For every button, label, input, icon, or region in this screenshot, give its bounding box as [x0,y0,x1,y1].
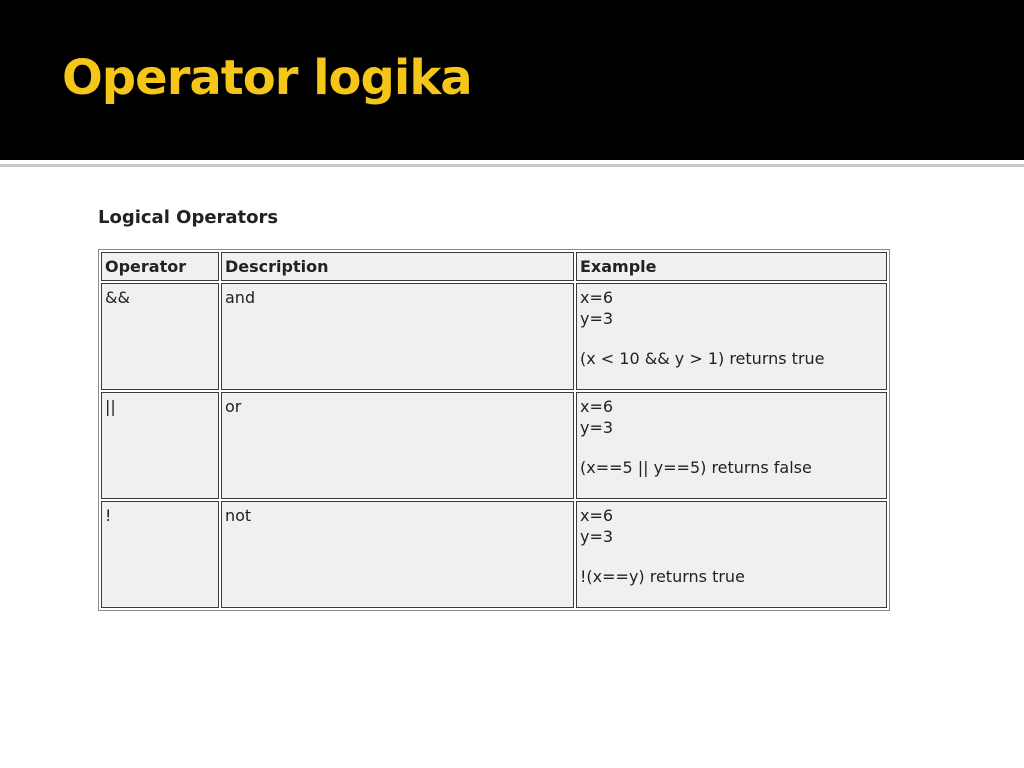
table-row [101,501,887,608]
example-line: y=3 [580,527,614,546]
operator-cell: || [101,392,219,499]
example-cell [576,501,887,608]
title-divider [0,164,1024,167]
example-result: (x < 10 && y > 1) returns true [580,349,825,368]
operator-cell: ! [101,501,219,608]
table-row [101,283,887,390]
logical-operators-table [98,249,890,611]
section-heading: Logical Operators [98,207,279,228]
example-result: (x==5 || y==5) returns false [580,458,812,477]
example-spacer [580,547,883,566]
example-line: x=6 [580,397,614,416]
example-line: y=3 [580,309,614,328]
example-result: !(x==y) returns true [580,567,745,586]
description-cell: and [221,283,574,390]
table-header-row [101,252,887,281]
description-cell: not [221,501,574,608]
slide-title: Operator logika [62,50,472,106]
example-cell [576,283,887,390]
header-description: Description [221,252,574,281]
example-spacer [580,438,883,457]
title-bar [0,0,1024,160]
header-operator: Operator [101,252,219,281]
table-row [101,392,887,499]
example-line: x=6 [580,506,614,525]
operator-cell: && [101,283,219,390]
example-line: x=6 [580,288,614,307]
header-example: Example [576,252,887,281]
example-spacer [580,329,883,348]
example-cell [576,392,887,499]
example-line: y=3 [580,418,614,437]
description-cell: or [221,392,574,499]
